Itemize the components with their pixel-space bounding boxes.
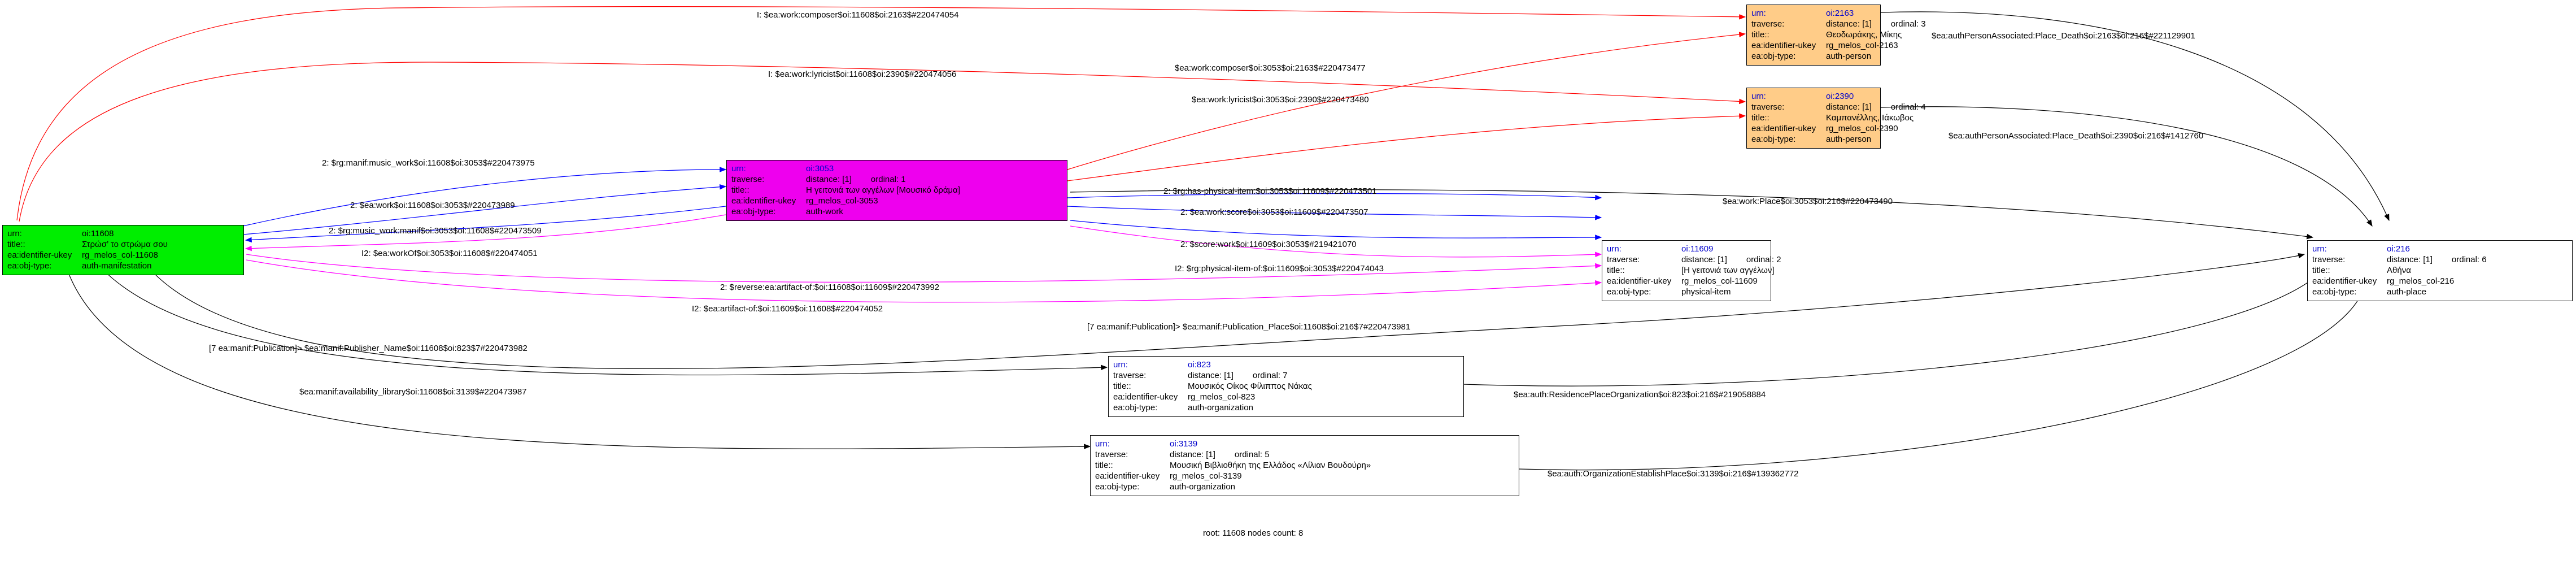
- node-objtype-row: [2312, 287, 2568, 297]
- node-title-row: [1607, 265, 1775, 276]
- node-urn-value: oi:2390: [1826, 92, 1854, 101]
- node-title-row: [1095, 460, 1514, 471]
- node-urn-key: urn:: [1607, 244, 1622, 254]
- node-traverse-row: [1607, 254, 1781, 265]
- node-idkey-value: rg_melos_col-11609: [1681, 276, 1758, 286]
- node-title-value: Καμπανέλλης, Ιάκωβος: [1826, 113, 1914, 123]
- node-objtype-value: auth-place: [2387, 287, 2427, 297]
- node-title-value: Η γειτονιά των αγγέλων [Μουσικό δράμα]: [806, 185, 961, 195]
- edge-label-person-place-death-2390-216: $ea:authPersonAssociated:Place_Death$oi:2390$oi:216$#1412760: [1949, 131, 2204, 141]
- node-objtype-key: ea:obj-type:: [731, 207, 776, 216]
- edge-label-manif-availability-library: $ea:manif:availability_library$oi:11608$oi:3139$#220473987: [299, 387, 527, 397]
- node-objtype-key: ea:obj-type:: [1751, 51, 1796, 61]
- node-idkey-key: ea:identifier-ukey: [7, 250, 72, 260]
- node-objtype-row: [7, 261, 239, 271]
- edge-label-residence-place-organization: $ea:auth:ResidencePlaceOrganization$oi:823$oi:216$#219058884: [1514, 390, 1766, 400]
- node-title-value: Αθήνα: [2387, 266, 2411, 275]
- node-traverse-key: traverse:: [1095, 450, 1128, 459]
- node-title-key: title::: [2312, 266, 2330, 275]
- node-title-key: title::: [1095, 461, 1113, 470]
- node-urn-key: urn:: [1751, 92, 1766, 101]
- node-oi-3139[interactable]: [1090, 435, 1519, 496]
- edge-label-music-work-manif: 2: $rg:music_work:manif$oi:3053$oi:11608$#220473509: [329, 226, 542, 236]
- node-title-value: Μουσική Βιβλιοθήκη της Ελλάδος «Λίλιαν Βουδούρη»: [1170, 461, 1371, 470]
- edge-label-reverse-artifact-of: 2: $reverse:ea:artifact-of:$oi:11608$oi:11609$#220473992: [720, 283, 940, 292]
- node-urn-key: urn:: [1751, 8, 1766, 18]
- node-urn-key: urn:: [2312, 244, 2327, 254]
- node-title-key: title::: [1607, 266, 1625, 275]
- node-urn-row: [731, 163, 1062, 174]
- node-urn-key: urn:: [731, 164, 746, 173]
- node-traverse-row: [731, 174, 1062, 185]
- node-traverse-key: traverse:: [1751, 102, 1785, 112]
- node-traverse-row: [2312, 254, 2568, 265]
- node-urn-value: oi:823: [1188, 360, 1211, 370]
- node-title-key: title::: [7, 240, 25, 249]
- node-oi-3053[interactable]: [726, 160, 1067, 221]
- node-urn-row: [1095, 439, 1514, 449]
- node-objtype-key: ea:obj-type:: [1095, 482, 1140, 492]
- node-idkey-key: ea:identifier-ukey: [1113, 392, 1178, 402]
- edge-label-manif-publication-place: [7 ea:manif:Publication]> $ea:manif:Publication_Place$oi:11608$oi:216$7#220473981: [1087, 322, 1411, 332]
- node-ordinal: ordinal: 1: [870, 175, 906, 184]
- node-title-row: [1751, 29, 1902, 40]
- edge-label-artifact-of: I2: $ea:artifact-of:$oi:11609$oi:11608$#220474052: [692, 304, 883, 314]
- node-urn-value: oi:216: [2387, 244, 2410, 254]
- node-ordinal: ordinal: 6: [2451, 255, 2487, 264]
- edge-label-physical-item-of: I2: $rg:physical-item-of:$oi:11609$oi:3053$#220474043: [1175, 264, 1384, 274]
- edge-label-score-work: 2: $score:work$oi:11609$oi:3053$#219421070: [1180, 240, 1357, 249]
- node-urn-row: [1607, 244, 1766, 254]
- node-ordinal: ordinal: 2: [1746, 255, 1781, 264]
- node-oi-823[interactable]: [1108, 356, 1464, 417]
- node-urn-value: oi:3053: [806, 164, 834, 173]
- node-objtype-key: ea:obj-type:: [1607, 287, 1651, 297]
- edge-label-work-place-3053-216: $ea:work:Place$oi:3053$oi:216$#220473490: [1723, 197, 1893, 206]
- node-oi-11609[interactable]: [1602, 240, 1781, 301]
- node-urn-row: [1751, 8, 1876, 19]
- node-title-value: Στρώσ’ το στρώμα σου: [82, 240, 168, 249]
- node-urn-value: oi:3139: [1170, 439, 1198, 449]
- node-traverse-value: distance: [1]: [806, 175, 852, 184]
- node-objtype-row: [1113, 402, 1459, 413]
- node-objtype-key: ea:obj-type:: [7, 261, 52, 271]
- node-traverse-value: distance: [1]: [1826, 102, 1872, 112]
- node-idkey-key: ea:identifier-ukey: [731, 196, 796, 206]
- node-idkey-row: [1751, 123, 1898, 134]
- node-objtype-row: [1751, 51, 1876, 62]
- node-idkey-row: [1113, 392, 1459, 402]
- node-title-key: title::: [1751, 30, 1769, 40]
- node-idkey-row: [731, 196, 1062, 206]
- node-traverse-value: distance: [1]: [1170, 450, 1215, 459]
- node-title-key: title::: [731, 185, 749, 195]
- edge-label-work-lyricist-11608-2390: I: $ea:work:lyricist$oi:11608$oi:2390$#220474056: [768, 70, 957, 79]
- node-idkey-row: [1751, 40, 1898, 51]
- node-ordinal: ordinal: 5: [1234, 450, 1270, 459]
- node-title-value: Μουσικός Οίκος Φίλιππος Νάκας: [1188, 381, 1312, 391]
- node-idkey-key: ea:identifier-ukey: [1751, 41, 1816, 50]
- node-oi-2390[interactable]: [1746, 88, 1926, 149]
- node-urn-row: [1113, 359, 1459, 370]
- edge-label-work-score: 2: $ea:work:score$oi:3053$oi:11609$#220473507: [1180, 207, 1368, 217]
- node-title-row: [7, 239, 239, 250]
- edge-label-work-composer-11608-2163: I: $ea:work:composer$oi:11608$oi:2163$#220474054: [757, 10, 959, 20]
- node-traverse-value: distance: [1]: [1188, 371, 1233, 380]
- node-objtype-value: physical-item: [1681, 287, 1731, 297]
- node-objtype-value: auth-organization: [1188, 403, 1253, 413]
- node-title-row: [1113, 381, 1459, 392]
- node-objtype-row: [1607, 287, 1766, 297]
- node-ordinal: ordinal: 7: [1252, 371, 1288, 380]
- node-urn-row: [2312, 244, 2568, 254]
- node-idkey-key: ea:identifier-ukey: [1751, 124, 1816, 133]
- node-urn-key: urn:: [7, 229, 22, 238]
- node-urn-key: urn:: [1095, 439, 1110, 449]
- node-urn-row: [7, 228, 239, 239]
- node-idkey-value: rg_melos_col-11608: [82, 250, 158, 260]
- node-traverse-key: traverse:: [2312, 255, 2346, 264]
- node-objtype-row: [1095, 481, 1514, 492]
- node-traverse-value: distance: [1]: [2387, 255, 2433, 264]
- node-title-value: Θεοδωράκης, Μίκης: [1826, 30, 1902, 40]
- node-objtype-key: ea:obj-type:: [2312, 287, 2357, 297]
- node-objtype-value: auth-organization: [1170, 482, 1235, 492]
- edge-label-person-place-death-2163-216: $ea:authPersonAssociated:Place_Death$oi:2163$oi:216$#221129901: [1932, 31, 2195, 41]
- edge-label-work-lyricist-3053-2390: $ea:work:lyricist$oi:3053$oi:2390$#220473480: [1192, 95, 1369, 105]
- node-urn-key: urn:: [1113, 360, 1128, 370]
- node-title-row: [731, 185, 1062, 196]
- node-title-key: title::: [1751, 113, 1769, 123]
- edge-label-manif-music-work: 2: $rg:manif:music_work$oi:11608$oi:3053$#220473975: [322, 158, 535, 168]
- edge-label-work-of: I2: $ea:workOf$oi:3053$oi:11608$#220474051: [361, 249, 538, 258]
- node-objtype-row: [1751, 134, 1876, 145]
- node-idkey-value: rg_melos_col-2390: [1826, 124, 1898, 133]
- node-idkey-value: rg_melos_col-823: [1188, 392, 1256, 402]
- node-idkey-row: [1095, 471, 1514, 481]
- edge-label-organization-establish-place: $ea:auth:OrganizationEstablishPlace$oi:3139$oi:216$#139362772: [1548, 469, 1799, 479]
- node-traverse-row: [1751, 102, 1926, 112]
- node-idkey-value: rg_melos_col-2163: [1826, 41, 1898, 50]
- node-objtype-row: [731, 206, 1062, 217]
- edge-label-work-composer-3053-2163: $ea:work:composer$oi:3053$oi:2163$#220473477: [1175, 63, 1366, 73]
- node-idkey-key: ea:identifier-ukey: [1095, 471, 1160, 481]
- node-title-value: [Η γειτονιά των αγγέλων]: [1681, 266, 1775, 275]
- node-oi-11608[interactable]: [2, 225, 244, 275]
- node-title-key: title::: [1113, 381, 1131, 391]
- node-idkey-value: rg_melos_col-3139: [1170, 471, 1242, 481]
- node-traverse-key: traverse:: [1751, 19, 1785, 29]
- node-traverse-row: [1095, 449, 1514, 460]
- node-traverse-key: traverse:: [1113, 371, 1147, 380]
- node-idkey-value: rg_melos_col-216: [2387, 276, 2455, 286]
- node-oi-216[interactable]: [2307, 240, 2573, 301]
- node-idkey-key: ea:identifier-ukey: [2312, 276, 2377, 286]
- node-ordinal: ordinal: 3: [1890, 19, 1926, 29]
- edge-label-has-physical-item: 2: $rg:has-physical-item:$oi:3053$oi:11609$#220473501: [1163, 186, 1377, 196]
- node-ordinal: ordinal: 4: [1890, 102, 1926, 112]
- edge-label-ea-work: 2: $ea:work$oi:11608$oi:3053$#220473989: [350, 201, 515, 210]
- node-traverse-value: distance: [1]: [1826, 19, 1872, 29]
- node-idkey-row: [1607, 276, 1766, 287]
- root-caption: root: 11608 nodes count: 8: [1203, 528, 1304, 538]
- node-title-row: [1751, 112, 1914, 123]
- node-objtype-value: auth-person: [1826, 134, 1872, 144]
- node-traverse-key: traverse:: [731, 175, 765, 184]
- node-objtype-value: auth-person: [1826, 51, 1872, 61]
- node-oi-2163[interactable]: [1746, 5, 1926, 66]
- node-traverse-row: [1113, 370, 1459, 381]
- node-objtype-value: auth-work: [806, 207, 843, 216]
- node-title-row: [2312, 265, 2568, 276]
- node-urn-value: oi:11608: [82, 229, 114, 238]
- node-idkey-row: [2312, 276, 2568, 287]
- node-traverse-value: distance: [1]: [1681, 255, 1727, 264]
- node-objtype-value: auth-manifestation: [82, 261, 152, 271]
- node-traverse-row: [1751, 19, 1926, 29]
- edge-label-manif-publisher-name: [7 ea:manif:Publication]> $ea:manif:Publisher_Name$oi:11608$oi:823$7#220473982: [209, 344, 528, 353]
- node-objtype-key: ea:obj-type:: [1113, 403, 1158, 413]
- node-idkey-key: ea:identifier-ukey: [1607, 276, 1672, 286]
- node-idkey-value: rg_melos_col-3053: [806, 196, 878, 206]
- node-urn-value: oi:11609: [1681, 244, 1714, 254]
- node-urn-value: oi:2163: [1826, 8, 1854, 18]
- node-traverse-key: traverse:: [1607, 255, 1640, 264]
- node-idkey-row: [7, 250, 239, 261]
- node-urn-row: [1751, 91, 1876, 102]
- node-objtype-key: ea:obj-type:: [1751, 134, 1796, 144]
